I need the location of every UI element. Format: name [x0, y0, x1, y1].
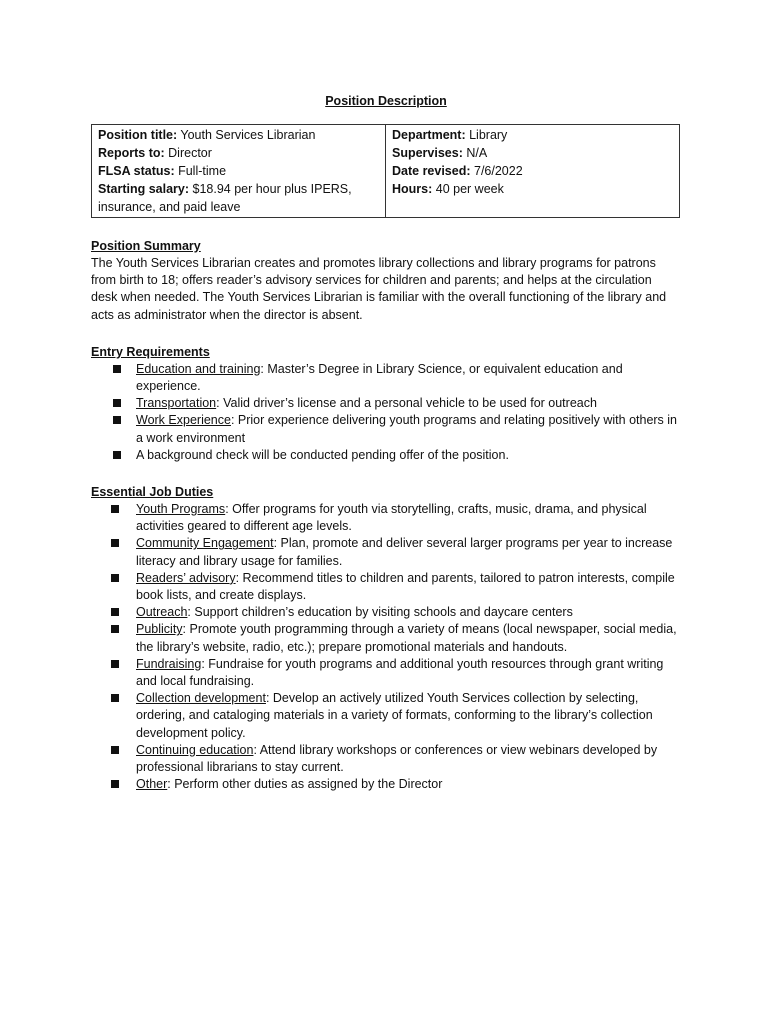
list-item: [91, 776, 681, 793]
info-label: Starting salary:: [98, 182, 190, 196]
item-term: Readers’ advisory: [136, 570, 236, 585]
item-term: Education and training: [136, 361, 261, 376]
item-text: : Recommend titles to children and parents, tailored to patron interests, compile book lists, and create displays.: [136, 570, 675, 603]
info-value: 7/6/2022: [470, 164, 523, 178]
square-bullet-icon: [111, 694, 119, 702]
item-term: Other: [136, 777, 168, 792]
square-bullet-icon: [111, 574, 119, 582]
item-text: : Develop an actively utilized Youth Services collection by selecting, ordering, and cataloging materials in a variety of formats, conforming to the library’s collection development policy.: [136, 691, 653, 740]
info-label: FLSA status:: [98, 164, 175, 178]
item-term: Transportation: [136, 396, 217, 411]
list-item: [91, 604, 681, 621]
square-bullet-icon: [111, 660, 119, 668]
list-item: [91, 656, 681, 690]
list-item: [91, 690, 681, 742]
list-item: [91, 501, 681, 535]
item-text: : Valid driver’s license and a personal vehicle to be used for outreach: [216, 396, 597, 411]
square-bullet-icon: [113, 451, 121, 459]
square-bullet-icon: [111, 539, 119, 547]
item-text: : Fundraise for youth programs and additional youth resources through grant writing and local fundraising.: [136, 656, 664, 689]
info-row-reports-to: [98, 144, 379, 162]
document-page: [91, 94, 681, 793]
item-text: : Plan, promote and deliver several larger programs per year to increase literacy and library usage for families.: [136, 536, 673, 568]
info-row-supervises: [392, 144, 673, 162]
info-row-flsa-status: [98, 162, 379, 180]
info-value: Youth Services Librarian: [177, 128, 316, 142]
list-item: [91, 621, 681, 655]
square-bullet-icon: [111, 746, 119, 754]
item-term: Work Experience: [136, 413, 231, 428]
item-term: Community Engagement: [136, 536, 274, 551]
info-value: Full-time: [174, 164, 227, 178]
item-text: A background check will be conducted pending offer of the position.: [136, 447, 509, 462]
list-item: [91, 447, 681, 464]
square-bullet-icon: [113, 399, 121, 407]
square-bullet-icon: [111, 505, 119, 513]
info-row-starting-salary: [98, 180, 379, 216]
info-label: Department:: [392, 128, 466, 142]
page-title: Position Description: [325, 94, 447, 108]
section-heading: Position Summary: [91, 239, 201, 253]
square-bullet-icon: [113, 416, 121, 424]
list-item: [91, 395, 681, 412]
section-heading: Entry Requirements: [91, 344, 210, 359]
entry-list: [91, 361, 681, 464]
item-text: : Support children’s education by visiting schools and daycare centers: [187, 605, 573, 620]
item-term: Continuing education: [136, 742, 254, 757]
summary-paragraph: The Youth Services Librarian creates and promotes library collections and library programs for patrons from birth to 18; offers reader’s advisory services for children and parents; and helps at the circulation desk when needed. The Youth Services Librarian is familiar with the overall functioning of the library and acts as administrator when the director is absent.: [91, 256, 667, 322]
info-left-cell: [92, 125, 386, 218]
info-label: Reports to:: [98, 146, 165, 160]
square-bullet-icon: [111, 608, 119, 616]
item-term: Collection development: [136, 691, 266, 706]
list-item: [91, 570, 681, 604]
info-right-cell: [386, 125, 680, 218]
section-heading: Essential Job Duties: [91, 485, 214, 500]
info-row-department: [392, 126, 673, 144]
item-term: Youth Programs: [136, 502, 226, 517]
square-bullet-icon: [113, 365, 121, 373]
list-item: [91, 412, 681, 446]
info-value: N/A: [462, 146, 488, 160]
item-term: Publicity: [136, 622, 183, 637]
info-value: Library: [465, 128, 508, 142]
info-row-position-title: [98, 126, 379, 144]
list-item: [91, 535, 681, 569]
info-row-hours: [392, 180, 673, 198]
square-bullet-icon: [111, 780, 119, 788]
info-value: 40 per week: [432, 182, 504, 196]
info-label: Hours:: [392, 182, 433, 196]
entry-requirements-section: [91, 344, 681, 464]
item-text: : Perform other duties as assigned by the Director: [167, 777, 443, 792]
item-text: : Attend library workshops or conferences or view webinars developed by professional librarians to stay current.: [136, 742, 658, 775]
item-text: : Promote youth programming through a variety of means (local newspaper, social media, the library’s website, radio, etc.); prepare promotional materials and handouts.: [136, 622, 677, 654]
info-label: Supervises:: [392, 146, 463, 160]
info-label: Position title:: [98, 128, 178, 142]
essential-duties-section: [91, 484, 681, 793]
list-item: [91, 742, 681, 776]
info-row-date-revised: [392, 162, 673, 180]
position-summary-section: [91, 238, 681, 324]
info-label: Date revised:: [392, 164, 471, 178]
info-value: Director: [164, 146, 212, 160]
item-term: Fundraising: [136, 656, 202, 671]
item-text: : Offer programs for youth via storytelling, crafts, music, drama, and physical activities geared to different age levels.: [136, 502, 647, 534]
item-text: : Master’s Degree in Library Science, or equivalent education and experience.: [136, 361, 623, 394]
item-term: Outreach: [136, 605, 188, 620]
square-bullet-icon: [111, 625, 119, 633]
info-value: $18.94 per hour plus IPERS, insurance, and paid leave: [98, 182, 352, 214]
duties-list: [91, 501, 681, 793]
position-info-table: [91, 124, 680, 218]
item-text: : Prior experience delivering youth programs and relating positively with others in a work environment: [136, 413, 678, 445]
list-item: [91, 361, 681, 395]
